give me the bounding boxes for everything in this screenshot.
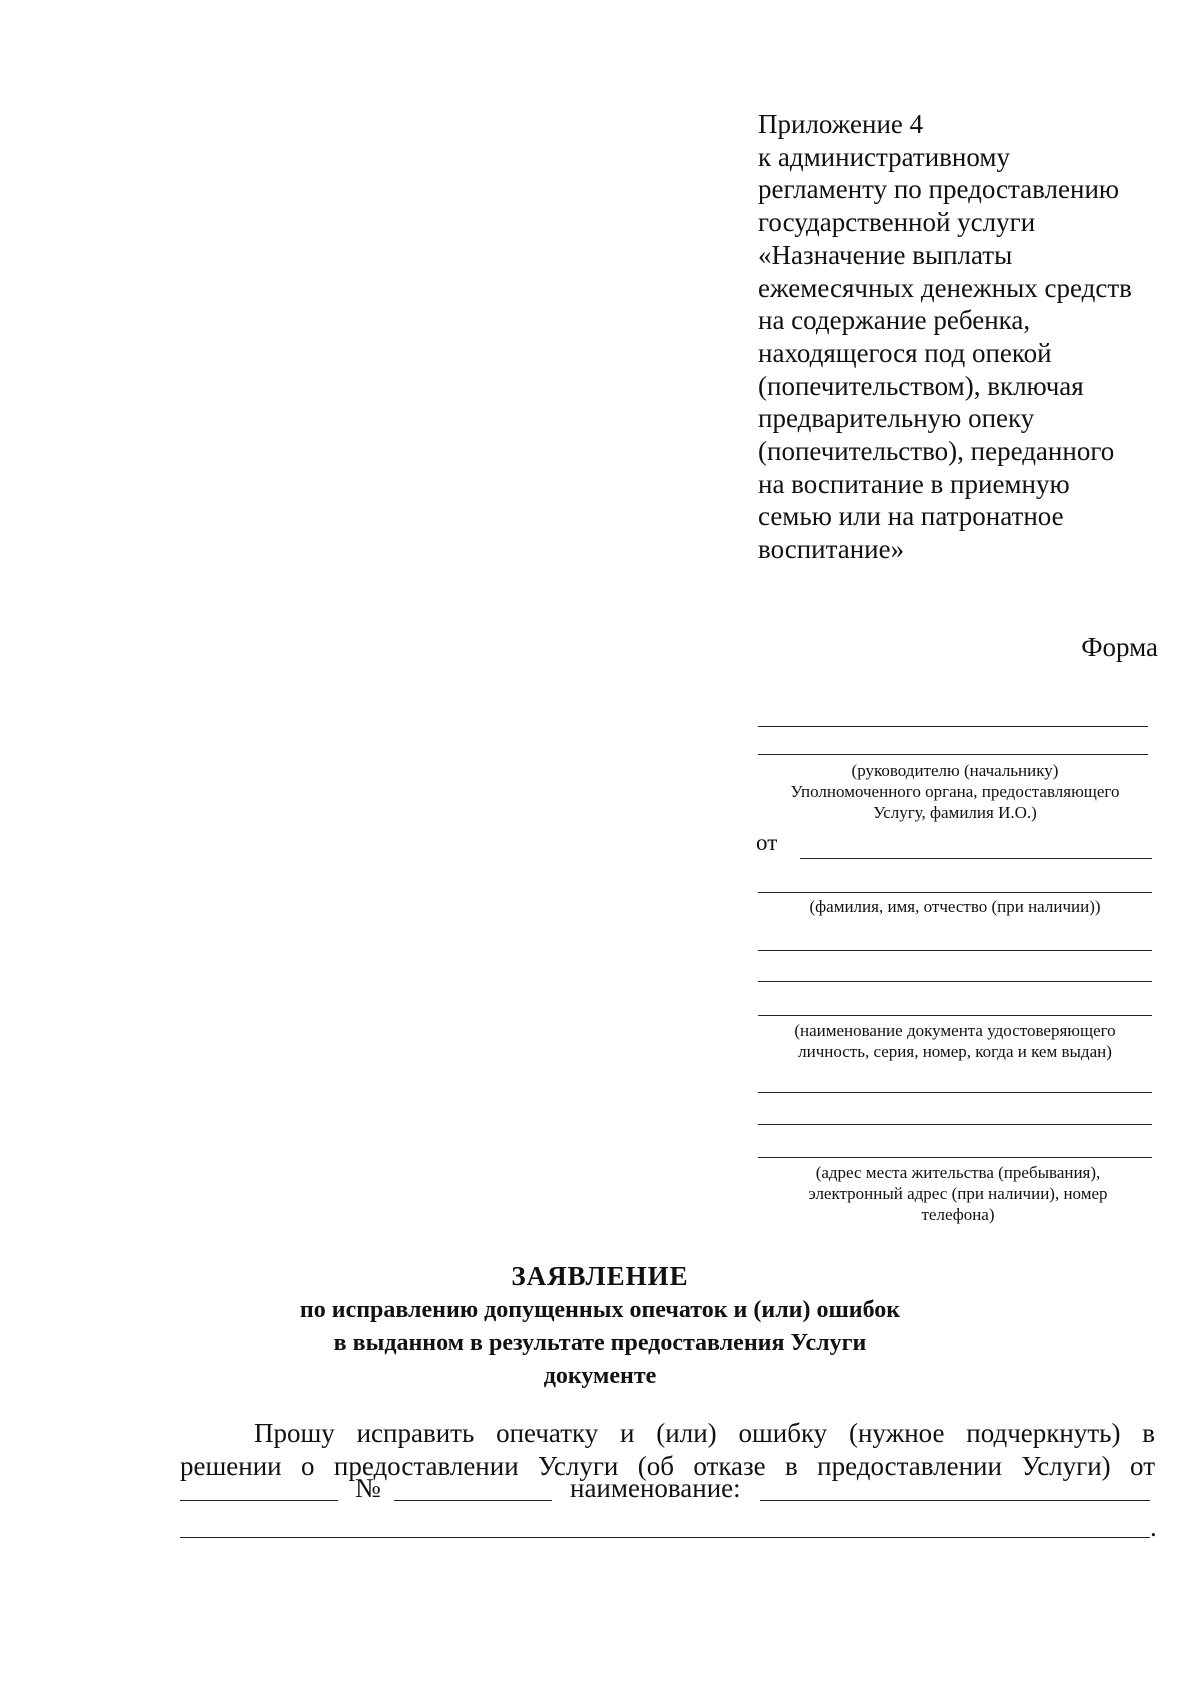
caption-line: телефона): [921, 1205, 995, 1224]
appendix-line: семью или на патронатное: [758, 501, 1064, 532]
document-title: [150, 1258, 1050, 1393]
form-label: Форма: [1081, 632, 1158, 662]
address-field-line-2[interactable]: [758, 1124, 1152, 1125]
appendix-line: к административному: [758, 141, 1010, 172]
caption-line: (наименование документа удостоверяющего: [794, 1021, 1116, 1040]
addressee-caption: [740, 760, 1170, 823]
decision-name-field[interactable]: [760, 1500, 1150, 1501]
appendix-line: «Назначение выплаты: [758, 239, 1013, 270]
number-sign: №: [355, 1473, 381, 1503]
caption-line: Услугу, фамилия И.О.): [873, 803, 1037, 822]
title-main: ЗАЯВЛЕНИЕ: [511, 1261, 689, 1291]
applicant-field-line-1[interactable]: [800, 858, 1152, 859]
caption-line: (руководителю (начальнику): [851, 761, 1059, 780]
appendix-header: [758, 108, 1178, 566]
title-sub-line: по исправлению допущенных опечаток и (или) ошибок: [299, 1297, 901, 1323]
title-sub-line: в выданном в результате предоставления Услуги: [333, 1330, 867, 1356]
decision-date-field[interactable]: [180, 1500, 338, 1501]
appendix-line: находящегося под опекой: [758, 337, 1052, 368]
appendix-line: предварительную опеку: [758, 403, 1035, 434]
end-mark: .: [1150, 1512, 1157, 1542]
caption-line: личность, серия, номер, когда и кем выдан): [798, 1042, 1112, 1061]
from-label: от: [756, 830, 778, 855]
appendix-line: на содержание ребенка,: [758, 305, 1031, 336]
caption-line: электронный адрес (при наличии), номер: [808, 1184, 1108, 1203]
identity-field-line-2[interactable]: [758, 981, 1152, 982]
identity-field-line-3[interactable]: [758, 1015, 1152, 1016]
caption-line: Уполномоченного органа, предоставляющего: [790, 782, 1120, 801]
appendix-line: регламенту по предоставлению: [758, 174, 1120, 205]
appendix-line: ежемесячных денежных средств: [758, 272, 1132, 303]
addressee-field-line-2[interactable]: [758, 754, 1148, 755]
applicant-field-line-2[interactable]: [758, 892, 1152, 893]
appendix-line: Приложение 4: [758, 109, 924, 139]
address-field-line-3[interactable]: [758, 1157, 1152, 1158]
address-caption: [758, 1162, 1158, 1225]
identity-caption: [740, 1020, 1170, 1062]
applicant-caption: (фамилия, имя, отчество (при наличии)): [809, 897, 1101, 916]
decision-name-continuation-field[interactable]: [180, 1537, 1150, 1538]
addressee-field-line-1[interactable]: [758, 726, 1148, 727]
address-field-line-1[interactable]: [758, 1092, 1152, 1093]
body-line-1: Прошу исправить опечатку и (или) ошибку (нужное подчеркнуть) в: [254, 1418, 1155, 1448]
appendix-line: (попечительством), включая: [758, 370, 1084, 401]
appendix-line: государственной услуги: [758, 207, 1036, 238]
name-label: наименование:: [570, 1473, 741, 1503]
appendix-line: (попечительство), переданного: [758, 436, 1115, 467]
body-line-2: решении о предоставлении Услуги (об отказе в предоставлении Услуги) от: [180, 1451, 1155, 1481]
caption-line: (адрес места жительства (пребывания),: [815, 1163, 1101, 1182]
identity-field-line-1[interactable]: [758, 950, 1152, 951]
appendix-line: на воспитание в приемную: [758, 468, 1070, 499]
appendix-line: воспитание»: [758, 534, 905, 565]
title-sub-line: документе: [543, 1363, 657, 1389]
decision-number-field[interactable]: [394, 1500, 552, 1501]
